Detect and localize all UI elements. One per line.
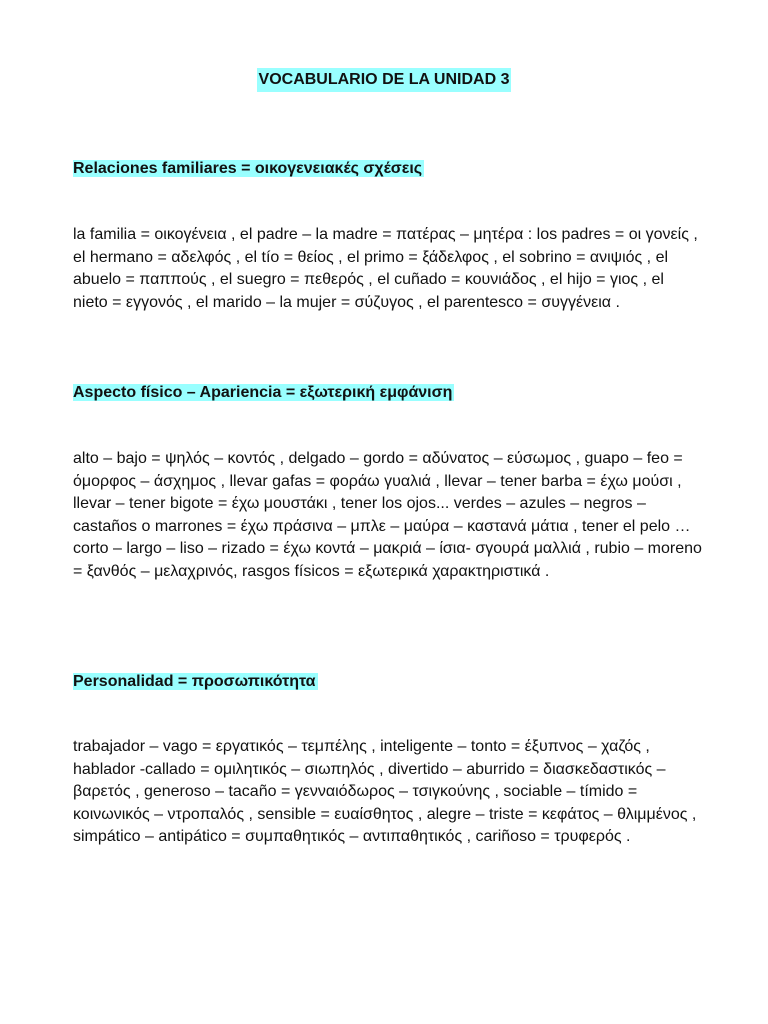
section-heading-family (73, 157, 424, 181)
section-body-family: la familia = οικογένεια , el padre – la madre = πατέρας – μητέρα : los padres = οι γονείς , el hermano = αδελφός , el tío = θείος , el primo = ξάδελφος , el sobrino = ανιψιός , el abuelo = παππούς , el suegro = πεθερός , el cuñado = κουνιάδος , el hijo = γιος , el nieto = εγγονός , el marido – la mujer = σύζυγος , el parentesco = συγγένεια . (73, 226, 698, 311)
document-title: VOCABULARIO DE LA UNIDAD 3 (257, 68, 511, 92)
section-body-personality: trabajador – vago = εργατικός – τεμπέλης , inteligente – tonto = έξυπνος – χαζός , hablador -callado = ομιλητικός – σιωπηλός , divertido – aburrido = διασκεδαστικός – βαρετός , generoso – tacaño = γενναιόδωρος – τσιγκούνης , sociable – tímido = κοινωνικός – ντροπαλός , sensible = ευαίσθητος , alegre – triste = κεφάτος – θλιμμένος , simpático – antipático = συμπαθητικός – αντιπαθητικός , cariñoso = τρυφερός . (73, 738, 697, 845)
section-heading-personality-text: Personalidad = προσωπικότητα (73, 673, 316, 690)
section-heading-appearance (73, 381, 454, 405)
section-heading-personality (73, 670, 318, 694)
section-heading-appearance-text: Aspecto físico – Apariencia = εξωτερική εμφάνιση (73, 384, 453, 401)
section-body-appearance: alto – bajo = ψηλός – κοντός , delgado – gordo = αδύνατος – εύσωμος , guapo – feo = όμορφος – άσχημος , llevar gafas = φοράω γυαλιά , llevar – tener barba = έχω μούσι , llevar – tener bigote = έχω μουστάκι , tener los ojos... verdes – azules – negros – castaños o marrones = έχω πράσινα – μπλε – μαύρα – καστανά μάτια , tener el pelo … corto – largo – liso – rizado = έχω κοντά – μακριά – ίσια- σγουρά μαλλιά , rubio – moreno = ξανθός – μελαχρινός, rasgos físicos = εξωτερικά χαρακτηριστικά . (73, 450, 702, 580)
section-heading-family-text: Relaciones familiares = οικογενειακές σχέσεις (73, 160, 423, 177)
